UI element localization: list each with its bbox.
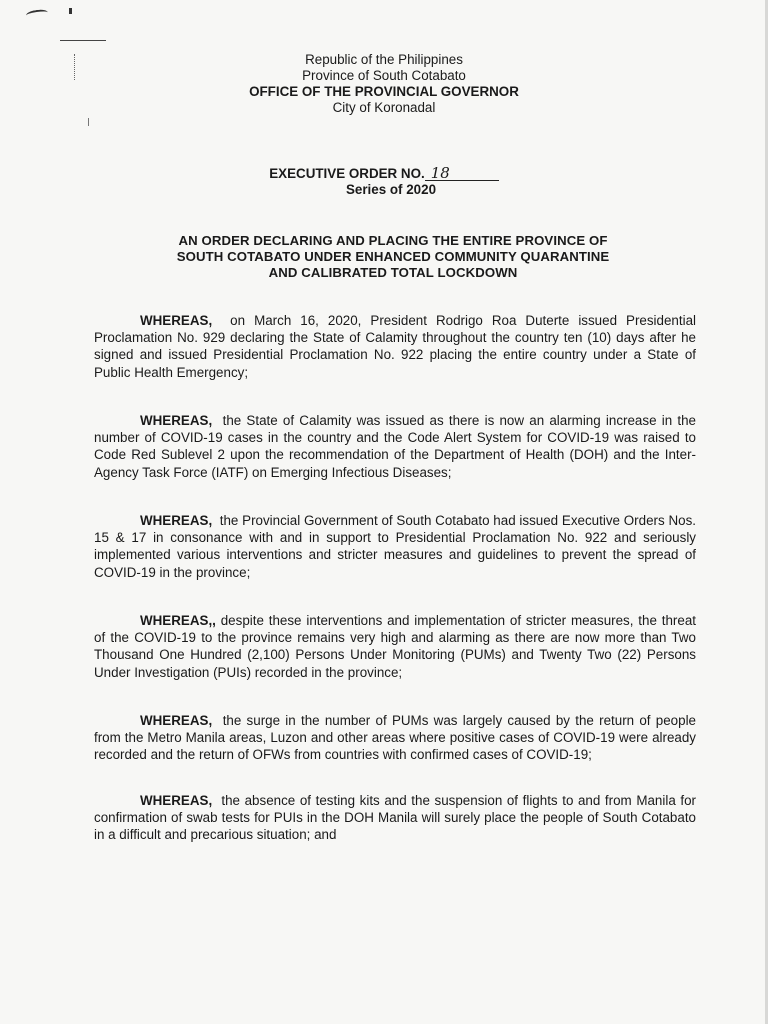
letterhead: [0, 52, 768, 116]
order-number-line: [0, 166, 768, 182]
clause-text: despite these interventions and implementation of stricter measures, the threat of the COVID-19 to the province remains very high and alarming as there are now more than Two Thousand One Hundred (2,100) Persons Under Monitoring (PUMs) and Twenty Two (22) Persons Under Investigation (PUIs) recorded in the province;: [94, 613, 696, 680]
order-label: EXECUTIVE ORDER NO.: [269, 166, 425, 181]
whereas-clause: [94, 792, 696, 844]
scan-mark: [69, 8, 72, 14]
clause-keyword: WHEREAS,: [140, 513, 213, 528]
whereas-clause: [94, 312, 696, 381]
order-title-line: SOUTH COTABATO UNDER ENHANCED COMMUNITY QUARANTINE: [176, 249, 610, 264]
clause-keyword: WHEREAS,: [140, 713, 213, 728]
scan-mark: [26, 9, 49, 20]
order-title: [96, 233, 690, 281]
clause-keyword: WHEREAS,: [140, 793, 213, 808]
order-number-handwritten: 18: [425, 166, 499, 181]
letterhead-country: Republic of the Philippines: [305, 52, 463, 67]
whereas-clause: [94, 412, 696, 481]
order-series: Series of 2020: [345, 182, 437, 197]
whereas-clause: [94, 612, 696, 681]
scan-mark: [60, 40, 106, 41]
scan-mark: [88, 118, 93, 126]
clause-text: the Provincial Government of South Cotabato had issued Executive Orders Nos. 15 & 17 in consonance with and in support to Presidential Proclamation No. 922 and seriously implemented various interventions and stricter measures and guidelines to prevent the spread of COVID-19 in the province;: [94, 513, 696, 580]
clause-keyword: WHEREAS,: [140, 313, 213, 328]
whereas-clause: [94, 512, 696, 581]
clause-text: on March 16, 2020, President Rodrigo Roa Duterte issued Presidential Proclamation No. 929 declaring the State of Calamity throughout the country ten (10) days after he signed and issued Presidential Proclamation No. 922 placing the entire country under a State of Public Health Emergency;: [94, 313, 696, 380]
clause-text: the State of Calamity was issued as there is now an alarming increase in the number of COVID-19 cases in the country and the Code Alert System for COVID-19 was raised to Code Red Sublevel 2 upon the recommendation of the Department of Health (DOH) and the Inter-Agency Task Force (IATF) on Emerging Infectious Diseases;: [94, 413, 696, 480]
letterhead-province: Province of South Cotabato: [302, 68, 466, 83]
clause-text: the absence of testing kits and the suspension of flights to and from Manila for confirmation of swab tests for PUIs in the DOH Manila will surely place the people of South Cotabato in a difficult and precarious situation; and: [94, 793, 696, 843]
clause-text: the surge in the number of PUMs was largely caused by the return of people from the Metro Manila areas, Luzon and other areas where positive cases of COVID-19 were already recorded and the return of OFWs from countries with confirmed cases of COVID-19;: [94, 713, 696, 763]
letterhead-office: OFFICE OF THE PROVINCIAL GOVERNOR: [249, 84, 519, 99]
clause-keyword: WHEREAS,,: [140, 613, 216, 628]
letterhead-city: City of Koronadal: [332, 100, 436, 115]
clause-keyword: WHEREAS,: [140, 413, 213, 428]
order-title-line: AND CALIBRATED TOTAL LOCKDOWN: [268, 265, 518, 280]
order-heading: [0, 166, 768, 198]
whereas-clause: [94, 712, 696, 764]
order-title-line: AN ORDER DECLARING AND PLACING THE ENTIRE PROVINCE OF: [178, 233, 608, 248]
